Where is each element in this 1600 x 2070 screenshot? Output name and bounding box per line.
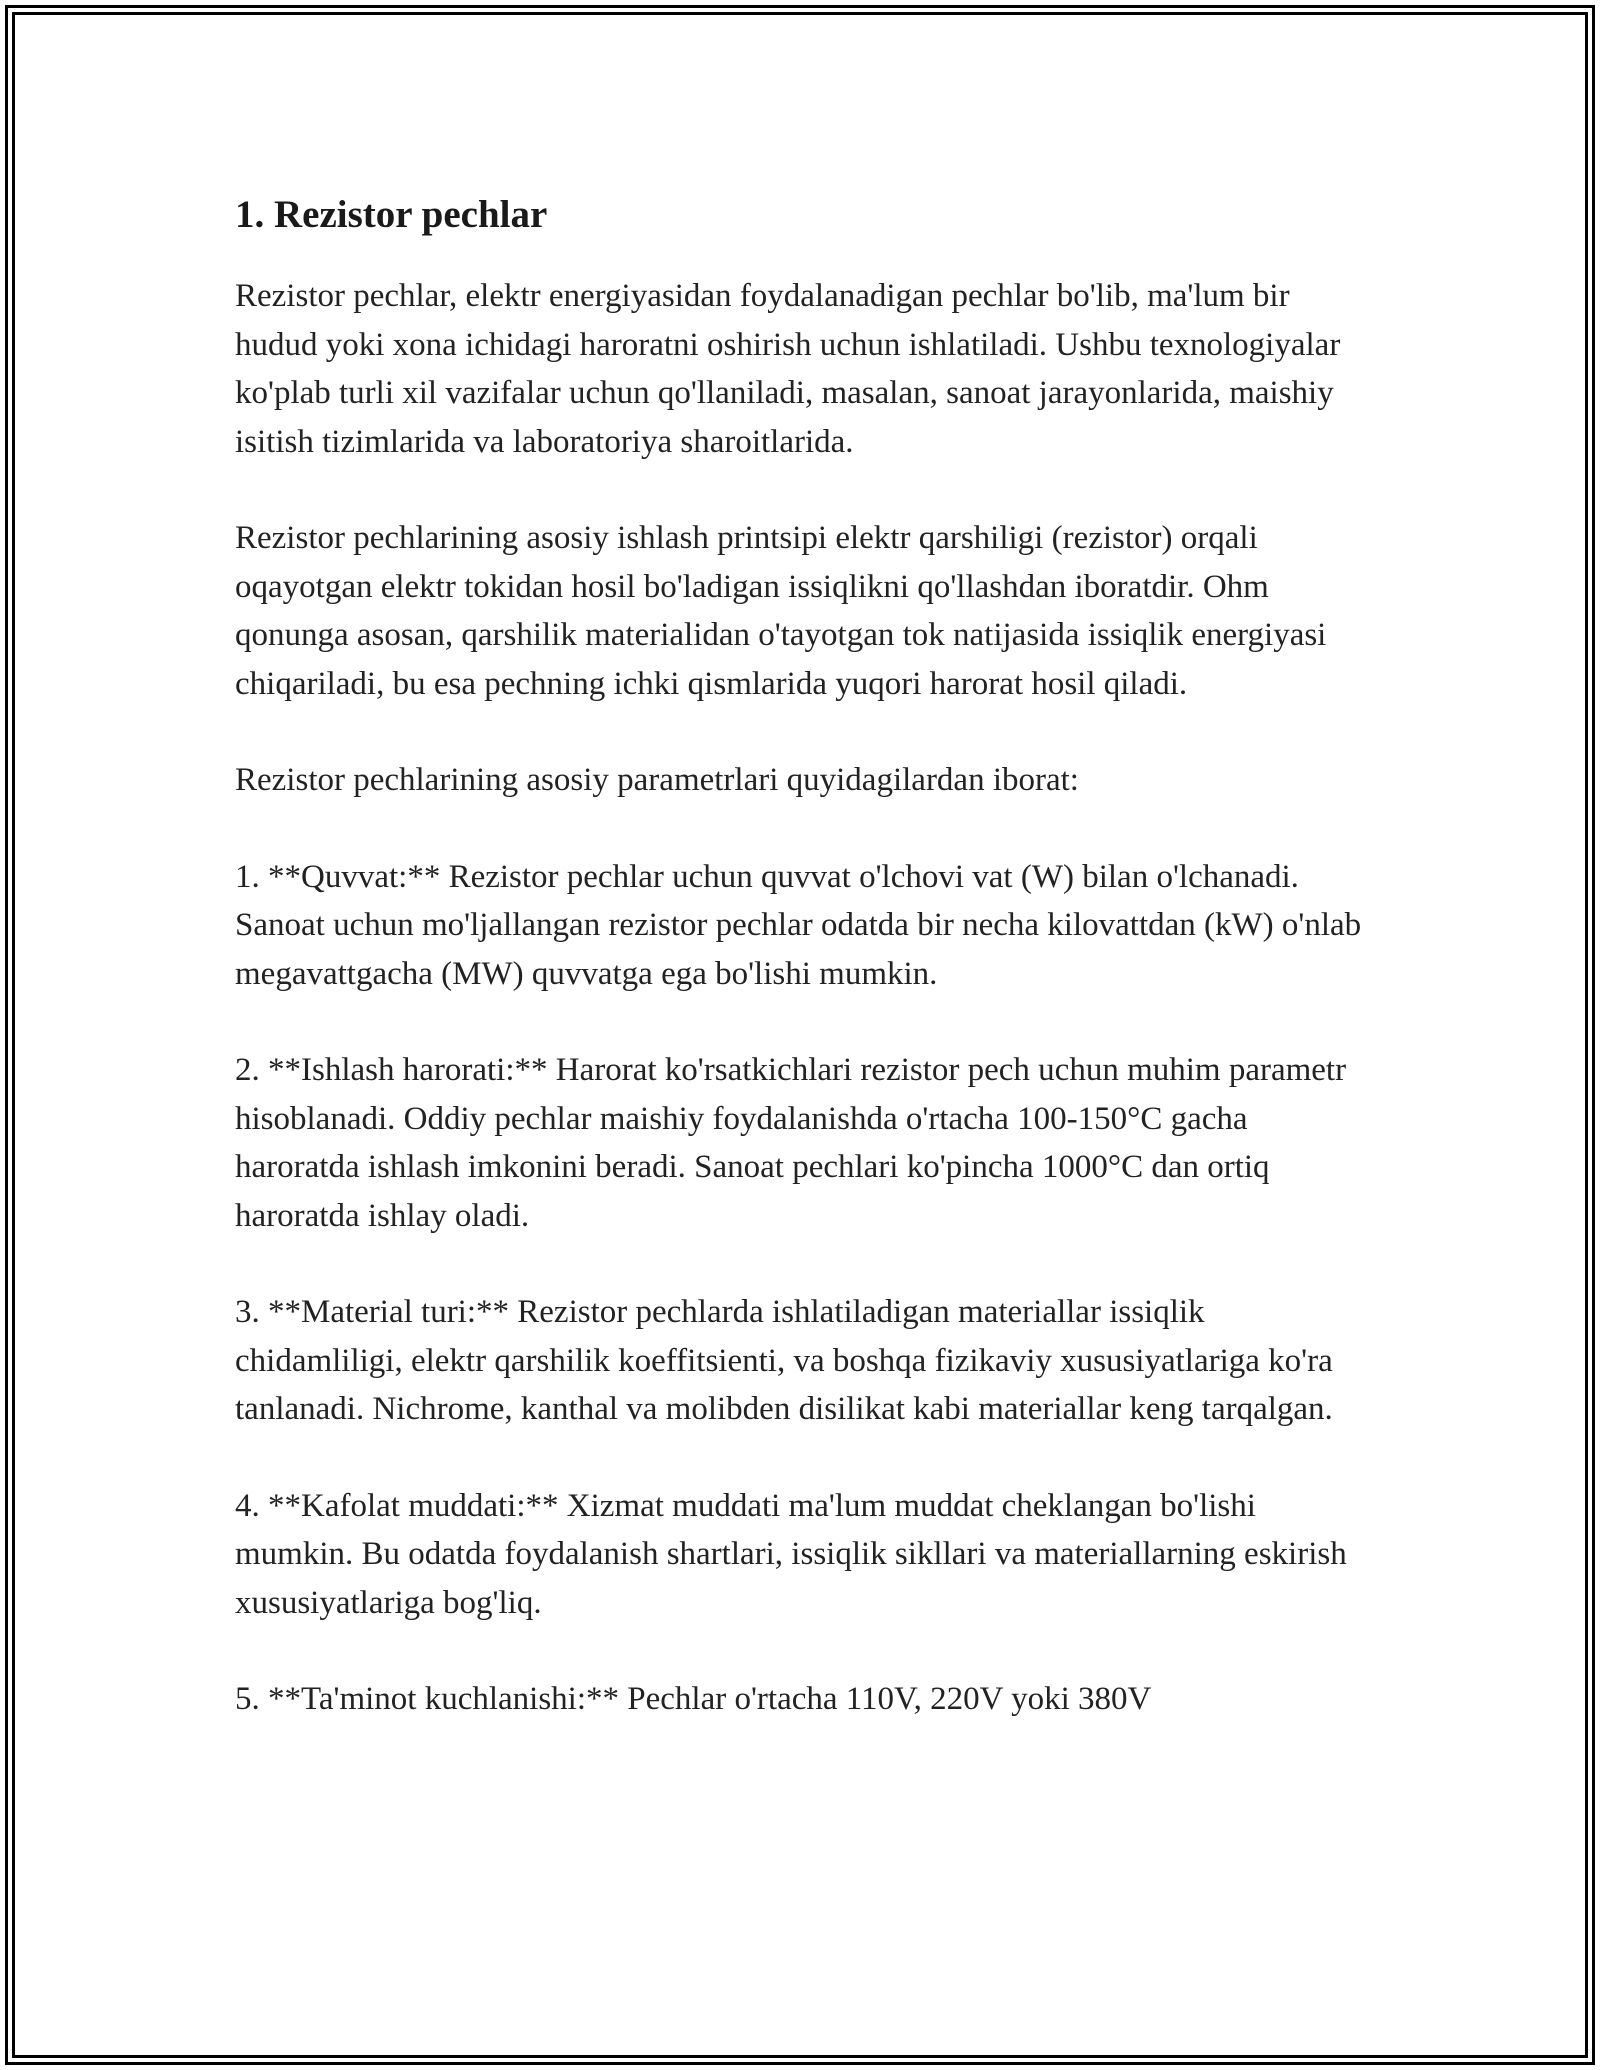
list-item-power: 1. **Quvvat:** Rezistor pechlar uchun quvvat o'lchovi vat (W) bilan o'lchanadi. Sanoat uchun mo'ljallangan rezistor pechlar odatda bir necha kilovattdan (kW) o'nlab megavattgacha (MW) quvvatga ega bo'lishi mumkin.	[235, 858, 1362, 992]
list-item-material: 3. **Material turi:** Rezistor pechlarda ishlatiladigan materiallar issiqlik chidamliligi, elektr qarshilik koeffitsienti, va boshqa fizikaviy xususiyatlariga ko'ra tanlanadi. Nichrome, kanthal va molibden disilikat kabi materiallar keng tarqalgan.	[235, 1294, 1333, 1427]
paragraph-parameters-intro: Rezistor pechlarining asosiy parametrlari quyidagilardan iborat:	[235, 762, 1079, 798]
list-item-voltage: 5. **Ta'minot kuchlanishi:** Pechlar o'rtacha 110V, 220V yoki 380V	[235, 1681, 1152, 1717]
paragraph-intro: Rezistor pechlar, elektr energiyasidan foydalanadigan pechlar bo'lib, ma'lum bir hudud yoki xona ichidagi haroratni oshirish uchun ishlatiladi. Ushbu texnologiyalar ko'plab turli xil vazifalar uchun qo'llaniladi, masalan, sanoat jarayonlarida, maishiy isitish tizimlarida va laboratoriya sharoitlarida.	[235, 278, 1341, 460]
paragraph-principle: Rezistor pechlarining asosiy ishlash printsipi elektr qarshiligi (rezistor) orqali oqayotgan elektr tokidan hosil bo'ladigan issiqlikni qo'llashdan iboratdir. Ohm qonunga asosan, qarshilik materialidan o'tayotgan tok natijasida issiqlik energiyasi chiqariladi, bu esa pechning ichki qismlarida yuqori harorat hosil qiladi.	[235, 520, 1327, 702]
document-body	[235, 186, 1380, 1772]
section-heading: 1. Rezistor pechlar	[235, 193, 548, 236]
list-item-lifetime: 4. **Kafolat muddati:** Xizmat muddati ma'lum muddat cheklangan bo'lishi mumkin. Bu odatda foydalanish shartlari, issiqlik sikllari va materiallarning eskirish xususiyatlariga bog'liq.	[235, 1487, 1347, 1621]
list-item-temperature: 2. **Ishlash harorati:** Harorat ko'rsatkichlari rezistor pech uchun muhim parametr hisoblanadi. Oddiy pechlar maishiy foydalanishda o'rtacha 100-150°C gacha haroratda ishlash imkonini beradi. Sanoat pechlari ko'pincha 1000°C dan ortiq haroratda ishlay oladi.	[235, 1052, 1347, 1234]
